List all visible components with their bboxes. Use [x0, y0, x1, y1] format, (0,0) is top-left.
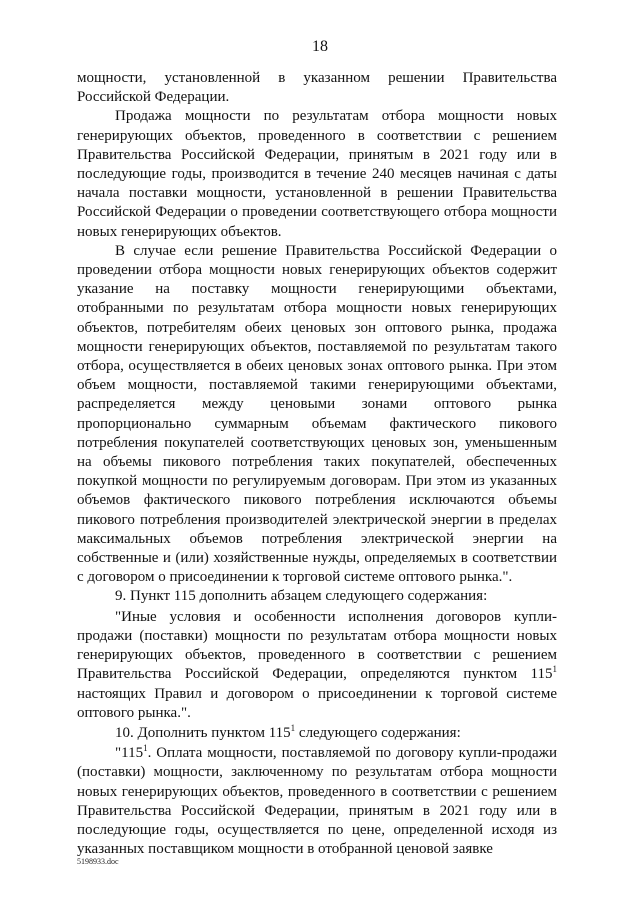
paragraph-4: 9. Пункт 115 дополнить абзацем следующего содержания: [115, 588, 488, 605]
page-number: 18 [312, 38, 328, 55]
superscript: 1 [552, 664, 557, 675]
paragraph-7-text: "115 [115, 745, 144, 762]
paragraph-5-text-end: настоящих Правил и договором о присоединении к торговой системе оптового рынка.". [77, 685, 557, 721]
footer-filename: 5198933.doc [77, 857, 119, 866]
paragraph-3: В случае если решение Правительства Российской Федерации о проведении отбора мощности новых генерирующих объектов содержит указание на поставку мощности генерирующими объектами, отобранными по результатам отбора мощности новых генерирующих объектов, потребителям обеих ценовых зон оптового рынка, продажа мощности генерирующих объектов, поставляемой по результатам такого отбора, осуществляется в обеих ценовых зонах оптового рынка. При этом объем мощности, поставляемой такими генерирующими объектами, распределяется между ценовыми зонами оптового рынка пропорционально суммарным объемам фактического пикового потребления покупателей соответствующих ценовых зон, уменьшенным на объемы пикового потребления таких покупателей, обеспеченных покупкой мощности по регулируемым договорам. При этом из указанных объемов фактического пикового потребления исключаются объемы пикового потребления производителей электрической энергии в пределах максимальных объемов потребления электрической энергии на собственные и (или) хозяйственные нужды, определяемых в соответствии с договором о присоединении к торговой системе оптового рынка.". [77, 242, 557, 586]
paragraph-7 [77, 744, 557, 859]
paragraph-5-text: "Иные условия и особенности исполнения договоров купли-продажи (поставки) мощности по результатам отбора мощности новых генерирующих объектов, проведенного в соответствии с решением Правительства Российской Федерации, определяются пунктом 115 [77, 608, 557, 683]
paragraph-6-text: 10. Дополнить пунктом 115 [115, 724, 291, 741]
paragraph-2: Продажа мощности по результатам отбора мощности новых генерирующих объектов, проведенного в соответствии с решением Правительства Российской Федерации, принятым в 2021 году или в последующие годы, производится в течение 240 месяцев начиная с даты начала поставки мощности, установленной в решении Правительства Российской Федерации о проведении соответствующего отбора мощности новых генерирующих объектов. [77, 108, 557, 240]
paragraph-6 [77, 724, 557, 743]
superscript: 1 [143, 743, 148, 754]
paragraph-5 [77, 608, 557, 723]
paragraph-6-text-end: следующего содержания: [295, 724, 461, 741]
paragraph-1: мощности, установленной в указанном решении Правительства Российской Федерации. [77, 70, 557, 106]
superscript: 1 [290, 722, 296, 733]
document-body [77, 69, 557, 859]
paragraph-7-text-end: . Оплата мощности, поставляемой по договору купли-продажи (поставки) мощности, заключенному по результатам отбора мощности новых генерирующих объектов, проведенного в соответствии с решением Правительства Российской Федерации, принятым в 2021 году или в последующие годы, осуществляется по цене, определенной исходя из указанных поставщиком мощности в отобранной ценовой заявке [77, 745, 557, 858]
